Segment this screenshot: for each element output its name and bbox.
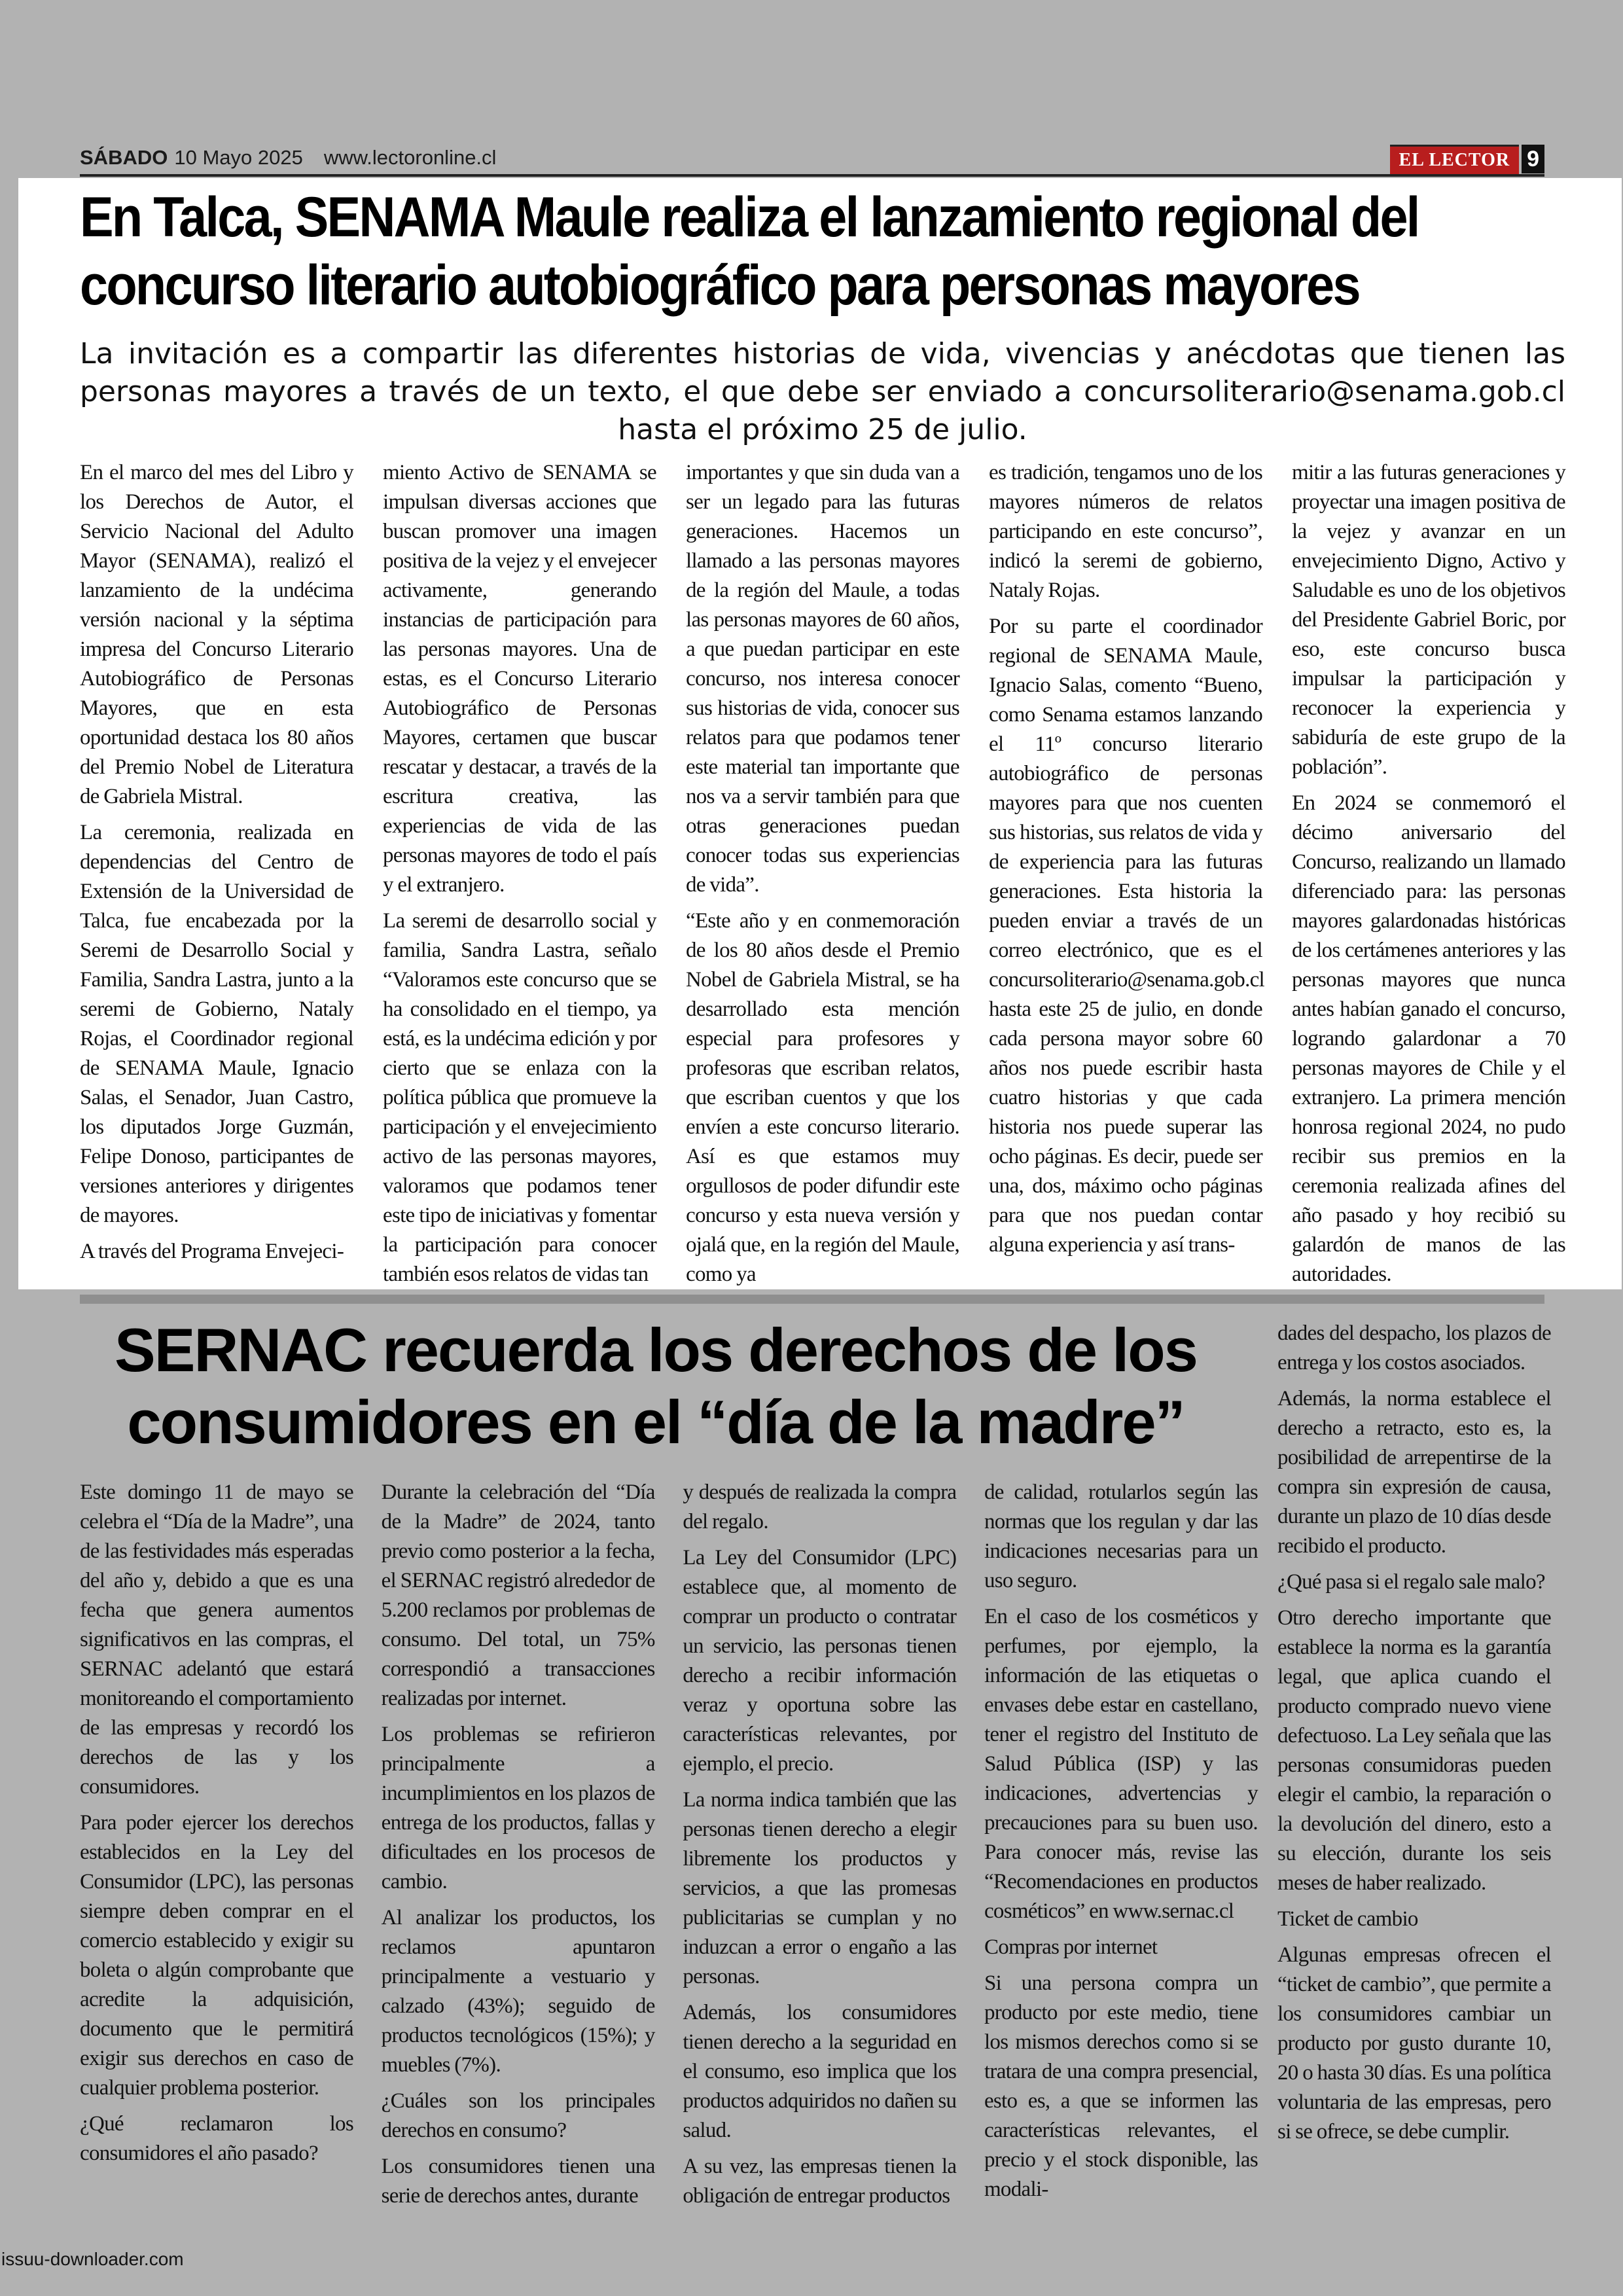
section-divider <box>80 1295 1544 1304</box>
paragraph: La seremi de desarrollo social y familia, Sandra Lastra, señalo “Valoramos este concurso que se ha consolidado en el tiempo, ya está, es la undécima edición y por cierto que se enlaza con la política pública que promueve la participación y el envejecimiento activo de las personas mayores, valoramos que podamos tener este tipo de iniciativas y fomentar la participación para conocer también esos relatos de vidas tan <box>383 909 656 1286</box>
header-day: SÁBADO <box>80 146 168 169</box>
paragraph: En el caso de los cosméticos y perfumes, por ejemplo, la información de las etiquetas o envases debe estar en castellano, tener el registro del Instituto de Salud Pública (ISP) y las indicaciones, advertencias y precauciones para su buen uso. Para conocer más, revise las “Recomendaciones en productos cosméticos” en www.sernac.cl <box>984 1605 1258 1923</box>
article2-column-1 <box>80 1478 353 2191</box>
paragraph: En 2024 se conmemoró el décimo aniversario del Concurso, realizando un llamado diferenciado para: las personas mayores galardonadas históricas de los certámenes anteriores y las personas mayores que nunca antes habían ganado el concurso, logrando galardonar a 70 personas mayores de Chile y el extranjero. La primera mención honrosa regional 2024, no pudo recibir sus premios en la ceremonia realizada afines del año pasado y hoy recibió su galardón de manos de las autoridades. <box>1292 791 1565 1286</box>
paragraph: Este domingo 11 de mayo se celebra el “Día de la Madre”, una de las festividades más esperadas del año y, debido a que es una fecha que genera aumentos significativos en las compras, el SERNAC adelantó que estará monitoreando el comportamiento de las empresas y recordó los derechos de las y los consumidores. <box>80 1480 353 1799</box>
article1-headline <box>80 183 1417 319</box>
article2-column-3 <box>683 1478 957 2208</box>
paragraph: y después de realizada la compra del regalo. <box>683 1480 957 1534</box>
paragraph: miento Activo de SENAMA se impulsan diversas acciones que buscan promover una imagen positiva de la vejez y el envejecer activamente, generando instancias de participación para las personas mayores. Una de estas, es el Concurso Literario Autobiográfico de Personas Mayores, certamen que buscar rescatar y destacar, a través de la escritura creativa, las experiencias de vida de las personas mayores de todo el país y el extranjero. <box>383 461 656 897</box>
paragraph: dades del despacho, los plazos de entrega y los costos asociados. <box>1277 1321 1551 1374</box>
article1-column-5 <box>1292 458 1565 1284</box>
watermark: issuu-downloader.com <box>1 2249 184 2269</box>
subheading: ¿Qué reclamaron los consumidores el año pasado? <box>80 2112 353 2165</box>
paragraph: En el marco del mes del Libro y los Derechos de Autor, el Servicio Nacional del Adulto Mayor (SENAMA), realizó el lanzamiento de la undécima versión nacional y la séptima impresa del Concurso Literario Autobiográfico de Personas Mayores, que en esta oportunidad destaca los 80 años del Premio Nobel de Literatura de Gabriela Mistral. <box>80 461 353 808</box>
paragraph: La ceremonia, realizada en dependencias del Centro de Extensión de la Universidad de Talca, fue encabezada por la Seremi de Desarrollo Social y Familia, Sandra Lastra, junto a la seremi de Gobierno, Nataly Rojas, el Coordinador regional de SENAMA Maule, Ignacio Salas, el Senador, Juan Castro, los diputados Jorge Guzmán, Felipe Donoso, participantes de versiones anteriores y dirigentes de mayores. <box>80 821 353 1227</box>
article1-column-2 <box>383 458 656 1284</box>
article2-column-4 <box>984 1478 1258 2201</box>
article2-headline-line1: SERNAC recuerda los derechos de los <box>115 1316 1197 1384</box>
paragraph: Si una persona compra un producto por este medio, tiene los mismos derechos como si se tratara de una compra presencial, esto es, a que se informen las características relevantes, el precio y el stock disponible, las modali- <box>984 1971 1258 2201</box>
paragraph: Los problemas se refirieron principalmente a incumplimientos en los plazos de entrega de los productos, fallas y dificultades en los procesos de cambio. <box>381 1723 655 1893</box>
paragraph: Al analizar los productos, los reclamos apuntaron principalmente a vestuario y calzado (43%); seguido de productos tecnológicos (15%); y muebles (7%). <box>381 1906 655 2077</box>
paragraph: Algunas empresas ofrecen el “ticket de cambio”, que permite a los consumidores cambiar un producto por gusto durante 10, 20 o hasta 30 días. Es una política voluntaria de las empresas, pero si se ofrece, se debe cumplir. <box>1277 1943 1551 2144</box>
subheading: Compras por internet <box>984 1935 1158 1959</box>
article1-column-3 <box>686 458 959 1284</box>
paragraph: La norma indica también que las personas tienen derecho a elegir libremente los productos y servicios, a que las promesas publicitarias se cumplan y no induzcan a error o engaño a las personas. <box>683 1788 957 1988</box>
article2-column-2 <box>381 1478 655 2208</box>
article1-subheadline: La invitación es a compartir las diferentes historias de vida, vivencias y anécdotas que tienen las personas mayores a través de un texto, el que debe ser enviado a concursoliterario@senama.gob.cl hasta el próximo 25 de julio. <box>80 337 1565 446</box>
paragraph: A su vez, las empresas tienen la obligación de entregar productos <box>683 2155 957 2208</box>
paragraph: Además, la norma establece el derecho a retracto, esto es, la posibilidad de arrepentirse de la compra sin expresión de causa, durante un plazo de 10 días desde recibido el producto. <box>1277 1387 1551 1558</box>
paragraph: Por su parte el coordinador regional de SENAMA Maule, Ignacio Salas, comento “Bueno, como Senama estamos lanzando el 11º concurso literario autobiográfico de personas mayores para que nos cuenten sus historias, sus relatos de vida y de experiencia para las futuras generaciones. Esta historia la pueden enviar a través de un correo electrónico, que es el concursoliterario@senama.gob.cl hasta este 25 de julio, en donde cada persona mayor sobre 60 años nos puede escribir hasta cuatro historias y que cada historia nos puede superar las ocho páginas. Es decir, puede ser una, dos, máximo ocho páginas para que nos puedan contar alguna experiencia y así trans- <box>989 615 1265 1257</box>
article-senama <box>18 178 1622 1289</box>
header-date: 10 Mayo 2025 <box>174 146 303 169</box>
article2-column-5 <box>1277 1319 1551 2196</box>
paragraph: “Este año y en conmemoración de los 80 años desde el Premio Nobel de Gabriela Mistral, se ha desarrollado esta mención especial para profesores y profesoras que escriban relatos, que escriban cuentos y que los envíen a este concurso literario. Así es que estamos muy orgullosos de poder difundir este concurso y esta nueva versión y ojalá que, en la región del Maule, como ya <box>686 909 959 1286</box>
paragraph: es tradición, tengamos uno de los mayores números de relatos participando en este concurso”, indicó la seremi de gobierno, Nataly Rojas. <box>989 461 1262 602</box>
article2-body <box>80 1478 1258 2208</box>
paragraph: Otro derecho importante que establece la norma es la garantía legal, que aplica cuando el producto comprado nuevo viene defectuoso. La Ley señala que las personas consumidoras pueden elegir el cambio, la reparación o la devolución del dinero, esto a su elección, durante los seis meses de haber realizado. <box>1277 1606 1551 1895</box>
paragraph: de calidad, rotularlos según las normas que los regulan y dar las indicaciones necesarias para un uso seguro. <box>984 1480 1258 1592</box>
article1-headline-line1: En Talca, SENAMA Maule realiza el lanzamiento regional del <box>80 186 1419 249</box>
subheading: ¿Qué pasa si el regalo sale malo? <box>1277 1570 1545 1594</box>
article2-headline-line2: consumidores en el “día de la madre” <box>127 1388 1185 1456</box>
subheading: ¿Cuáles son los principales derechos en consumo? <box>381 2089 655 2142</box>
paragraph: Para poder ejercer los derechos establecidos en la Ley del Consumidor (LPC), las personas siempre deben comprar en el comercio establecido y exigir su boleta o algún comprobante que acredite la adquisición, documento que le permitirá exigir sus derechos en caso de cualquier problema posterior. <box>80 1811 353 2100</box>
paragraph: La Ley del Consumidor (LPC) establece que, al momento de comprar un producto o contratar un servicio, las personas tienen derecho a recibir información veraz y oportuna sobre las características relevantes, por ejemplo, el precio. <box>683 1546 957 1776</box>
paragraph: Los consumidores tienen una serie de derechos antes, durante <box>381 2155 655 2208</box>
article1-headline-line2: concurso literario autobiográfico para personas mayores <box>80 254 1359 317</box>
article2-headline <box>80 1314 1232 1458</box>
paragraph: Además, los consumidores tienen derecho a la seguridad en el consumo, eso implica que los productos adquiridos no dañen su salud. <box>683 2001 957 2142</box>
page-number: 9 <box>1522 145 1544 173</box>
header-rule <box>80 174 1544 177</box>
header-website: www.lectoronline.cl <box>323 146 497 169</box>
masthead <box>1390 143 1544 173</box>
masthead-logo: EL LECTOR <box>1390 145 1520 174</box>
paragraph: Durante la celebración del “Día de la Madre” de 2024, tanto previo como posterior a la fecha, el SERNAC registró alrededor de 5.200 reclamos por problemas de consumo. Del total, un 75% correspondió a transacciones realizadas por internet. <box>381 1480 655 1710</box>
subheading: Ticket de cambio <box>1277 1907 1418 1931</box>
paragraph: mitir a las futuras generaciones y proyectar una imagen positiva de la vejez y avanzar en un envejecimiento Digno, Activo y Saludable es uno de los objetivos del Presidente Gabriel Boric, por eso, este concurso busca impulsar la participación y reconocer la experiencia y sabiduría de este grupo de la población”. <box>1292 461 1565 779</box>
article1-column-1 <box>80 458 353 1284</box>
paragraph: A través del Programa Envejeci- <box>80 1240 344 1263</box>
paragraph: importantes y que sin duda van a ser un legado para las futuras generaciones. Hacemos un llamado a las personas mayores de la región del Maule, a todas las personas mayores de 60 años, a que puedan participar en este concurso, nos interesa conocer sus historias de vida, conocer sus relatos para que podamos tener este material tan importante que nos va a servir también para que otras generaciones puedan conocer todas sus experiencias de vida”. <box>686 461 959 897</box>
page-header <box>80 143 1544 173</box>
article1-body <box>80 458 1565 1284</box>
article1-column-4 <box>989 458 1265 1284</box>
